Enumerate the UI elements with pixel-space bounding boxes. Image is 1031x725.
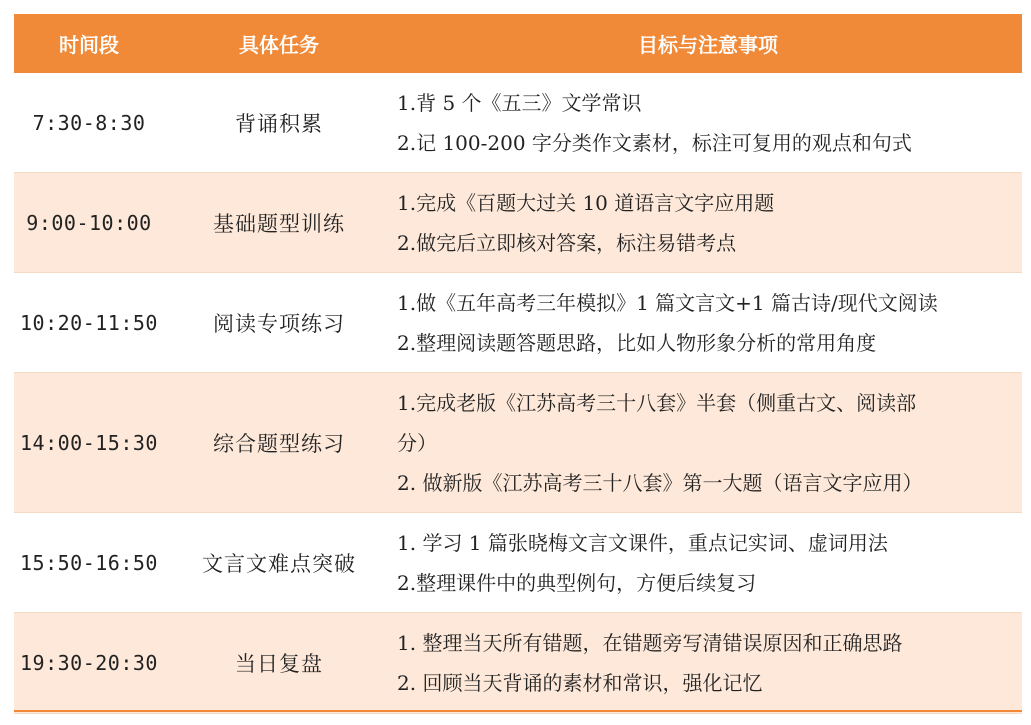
time-cell: 7:30-8:30 xyxy=(32,110,146,135)
notes-cell xyxy=(394,283,1022,363)
task-cell: 当日复盘 xyxy=(235,652,323,676)
table-row xyxy=(14,173,1022,273)
note-line: 1.完成《百题大过关 10 道语言文字应用题 xyxy=(397,190,775,215)
note-line: 2.记 100-200 字分类作文素材，标注可复用的观点和句式 xyxy=(397,130,912,155)
note-line: 1. 整理当天所有错题，在错题旁写清错误原因和正确思路 xyxy=(397,631,903,655)
time-cell: 15:50-16:50 xyxy=(20,550,158,575)
note-line: 2.做完后立即核对答案，标注易错考点 xyxy=(397,230,737,255)
note-line: 2.整理阅读题答题思路，比如人物形象分析的常用角度 xyxy=(397,330,877,355)
time-cell: 14:00-15:30 xyxy=(20,430,158,455)
task-cell: 背诵积累 xyxy=(235,111,323,136)
table-header xyxy=(14,14,1022,73)
task-cell: 基础题型训练 xyxy=(213,211,345,236)
header-notes: 目标与注意事项 xyxy=(638,33,778,57)
table-row xyxy=(14,273,1022,373)
note-line: 1. 学习 1 篇张晓梅文言文课件，重点记实词、虚词用法 xyxy=(397,530,888,555)
task-cell: 文言文难点突破 xyxy=(202,551,356,576)
table-row xyxy=(14,513,1022,613)
notes-cell xyxy=(394,623,1022,703)
notes-cell xyxy=(394,183,1022,263)
table-row xyxy=(14,373,1022,513)
note-line: 2. 回顾当天背诵的素材和常识，强化记忆 xyxy=(397,671,763,695)
table-row xyxy=(14,613,1022,714)
note-line: 1.做《五年高考三年模拟》1 篇文言文+1 篇古诗/现代文阅读 xyxy=(397,290,938,315)
note-line: 1.完成老版《江苏高考三十八套》半套（侧重古文、阅读部 xyxy=(397,390,917,415)
time-cell: 10:20-11:50 xyxy=(20,310,158,335)
time-cell: 19:30-20:30 xyxy=(20,651,158,675)
table-row xyxy=(14,73,1022,173)
task-cell: 综合题型练习 xyxy=(213,431,345,456)
header-time: 时间段 xyxy=(59,33,119,57)
task-cell: 阅读专项练习 xyxy=(213,311,345,336)
notes-cell xyxy=(394,383,1022,503)
notes-cell xyxy=(394,523,1022,603)
time-cell: 9:00-10:00 xyxy=(26,210,152,235)
note-line: 2. 做新版《江苏高考三十八套》第一大题（语言文字应用） xyxy=(397,470,923,495)
notes-cell xyxy=(394,83,1022,163)
note-line: 分） xyxy=(397,430,437,455)
header-task: 具体任务 xyxy=(239,33,319,57)
note-line: 2.整理课件中的典型例句，方便后续复习 xyxy=(397,570,757,595)
note-line: 1.背 5 个《五三》文学常识 xyxy=(397,90,642,115)
table-bottom-border xyxy=(14,710,1022,712)
schedule-table xyxy=(14,14,1022,714)
